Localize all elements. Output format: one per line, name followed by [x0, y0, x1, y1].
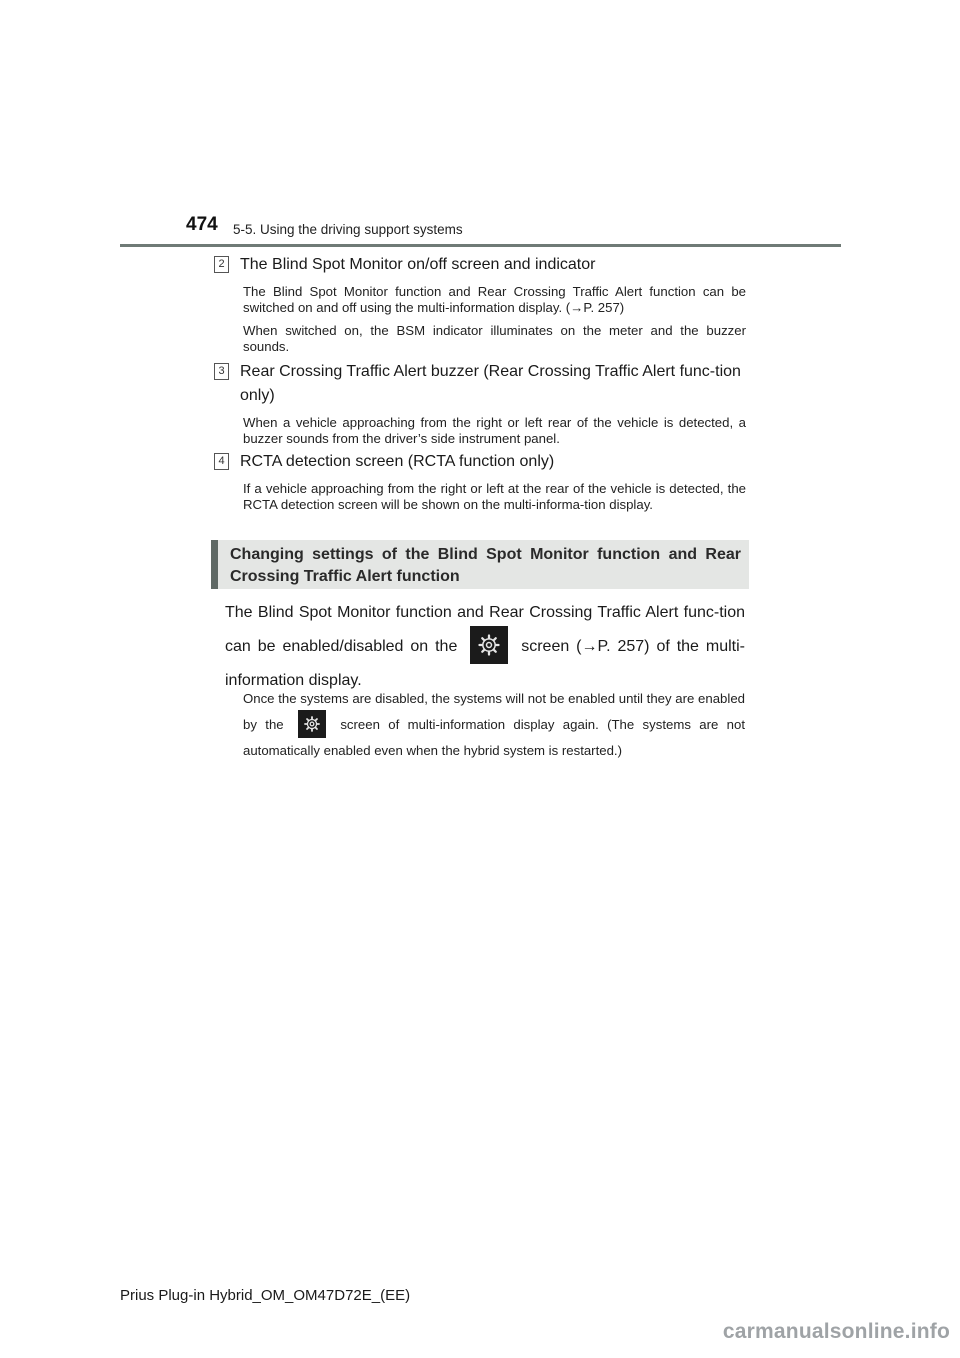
item-paragraph: If a vehicle approaching from the right or left at the rear of the vehicle is detected, the RCTA detection screen will be shown on the multi-informa-tion display. [243, 481, 746, 512]
settings-body-text: The Blind Spot Monitor function and Rear Crossing Traffic Alert func-tion can be enabled/disabled on the [225, 604, 745, 656]
item-paragraph: When a vehicle approaching from the right or left rear of the vehicle is detected, a buzzer sounds from the driver’s side instrument panel. [243, 415, 746, 446]
settings-heading-box [211, 540, 749, 589]
list-item-4 [214, 450, 746, 513]
header-rule [120, 244, 841, 247]
page-number: 474 [186, 214, 218, 235]
item-title: RCTA detection screen (RCTA function only) [240, 453, 555, 470]
settings-gear-icon [470, 626, 508, 664]
item-body [243, 284, 746, 355]
item-number-badge: 2 [214, 256, 229, 273]
settings-note-text-end: screen of multi-information display again. (The systems are not automatically enabled even when the hybrid system is restarted.) [243, 717, 745, 759]
item-body [243, 415, 746, 447]
settings-note-text: Once the systems are disabled, the systems will not be enabled until they are enabled by the [243, 691, 745, 732]
settings-body [225, 596, 745, 698]
item-paragraph: When switched on, the BSM indicator illuminates on the meter and the buzzer sounds. [243, 323, 746, 354]
item-body [243, 481, 746, 513]
settings-heading: Changing settings of the Blind Spot Monitor function and Rear Crossing Traffic Alert function [230, 546, 741, 585]
item-paragraph: The Blind Spot Monitor function and Rear Crossing Traffic Alert function can be switched on and off using the multi-information display. (→P. 257) [243, 284, 746, 315]
list-item-2 [214, 253, 746, 355]
manual-code-footer: Prius Plug-in Hybrid_OM_OM47D72E_(EE) [120, 1287, 411, 1304]
item-title: Rear Crossing Traffic Alert buzzer (Rear Crossing Traffic Alert func-tion only) [240, 363, 741, 404]
settings-body-text-end: screen (→P. 257) of the multi-information display. [225, 638, 745, 690]
section-title: 5-5. Using the driving support systems [233, 222, 463, 237]
settings-note [243, 686, 745, 764]
item-number-badge: 4 [214, 453, 229, 470]
list-item-3 [214, 360, 746, 447]
item-number-badge: 3 [214, 363, 229, 380]
item-title: The Blind Spot Monitor on/off screen and indicator [240, 256, 596, 273]
watermark-link[interactable]: carmanualsonline.info [722, 1320, 950, 1343]
settings-gear-icon-small [298, 710, 326, 738]
